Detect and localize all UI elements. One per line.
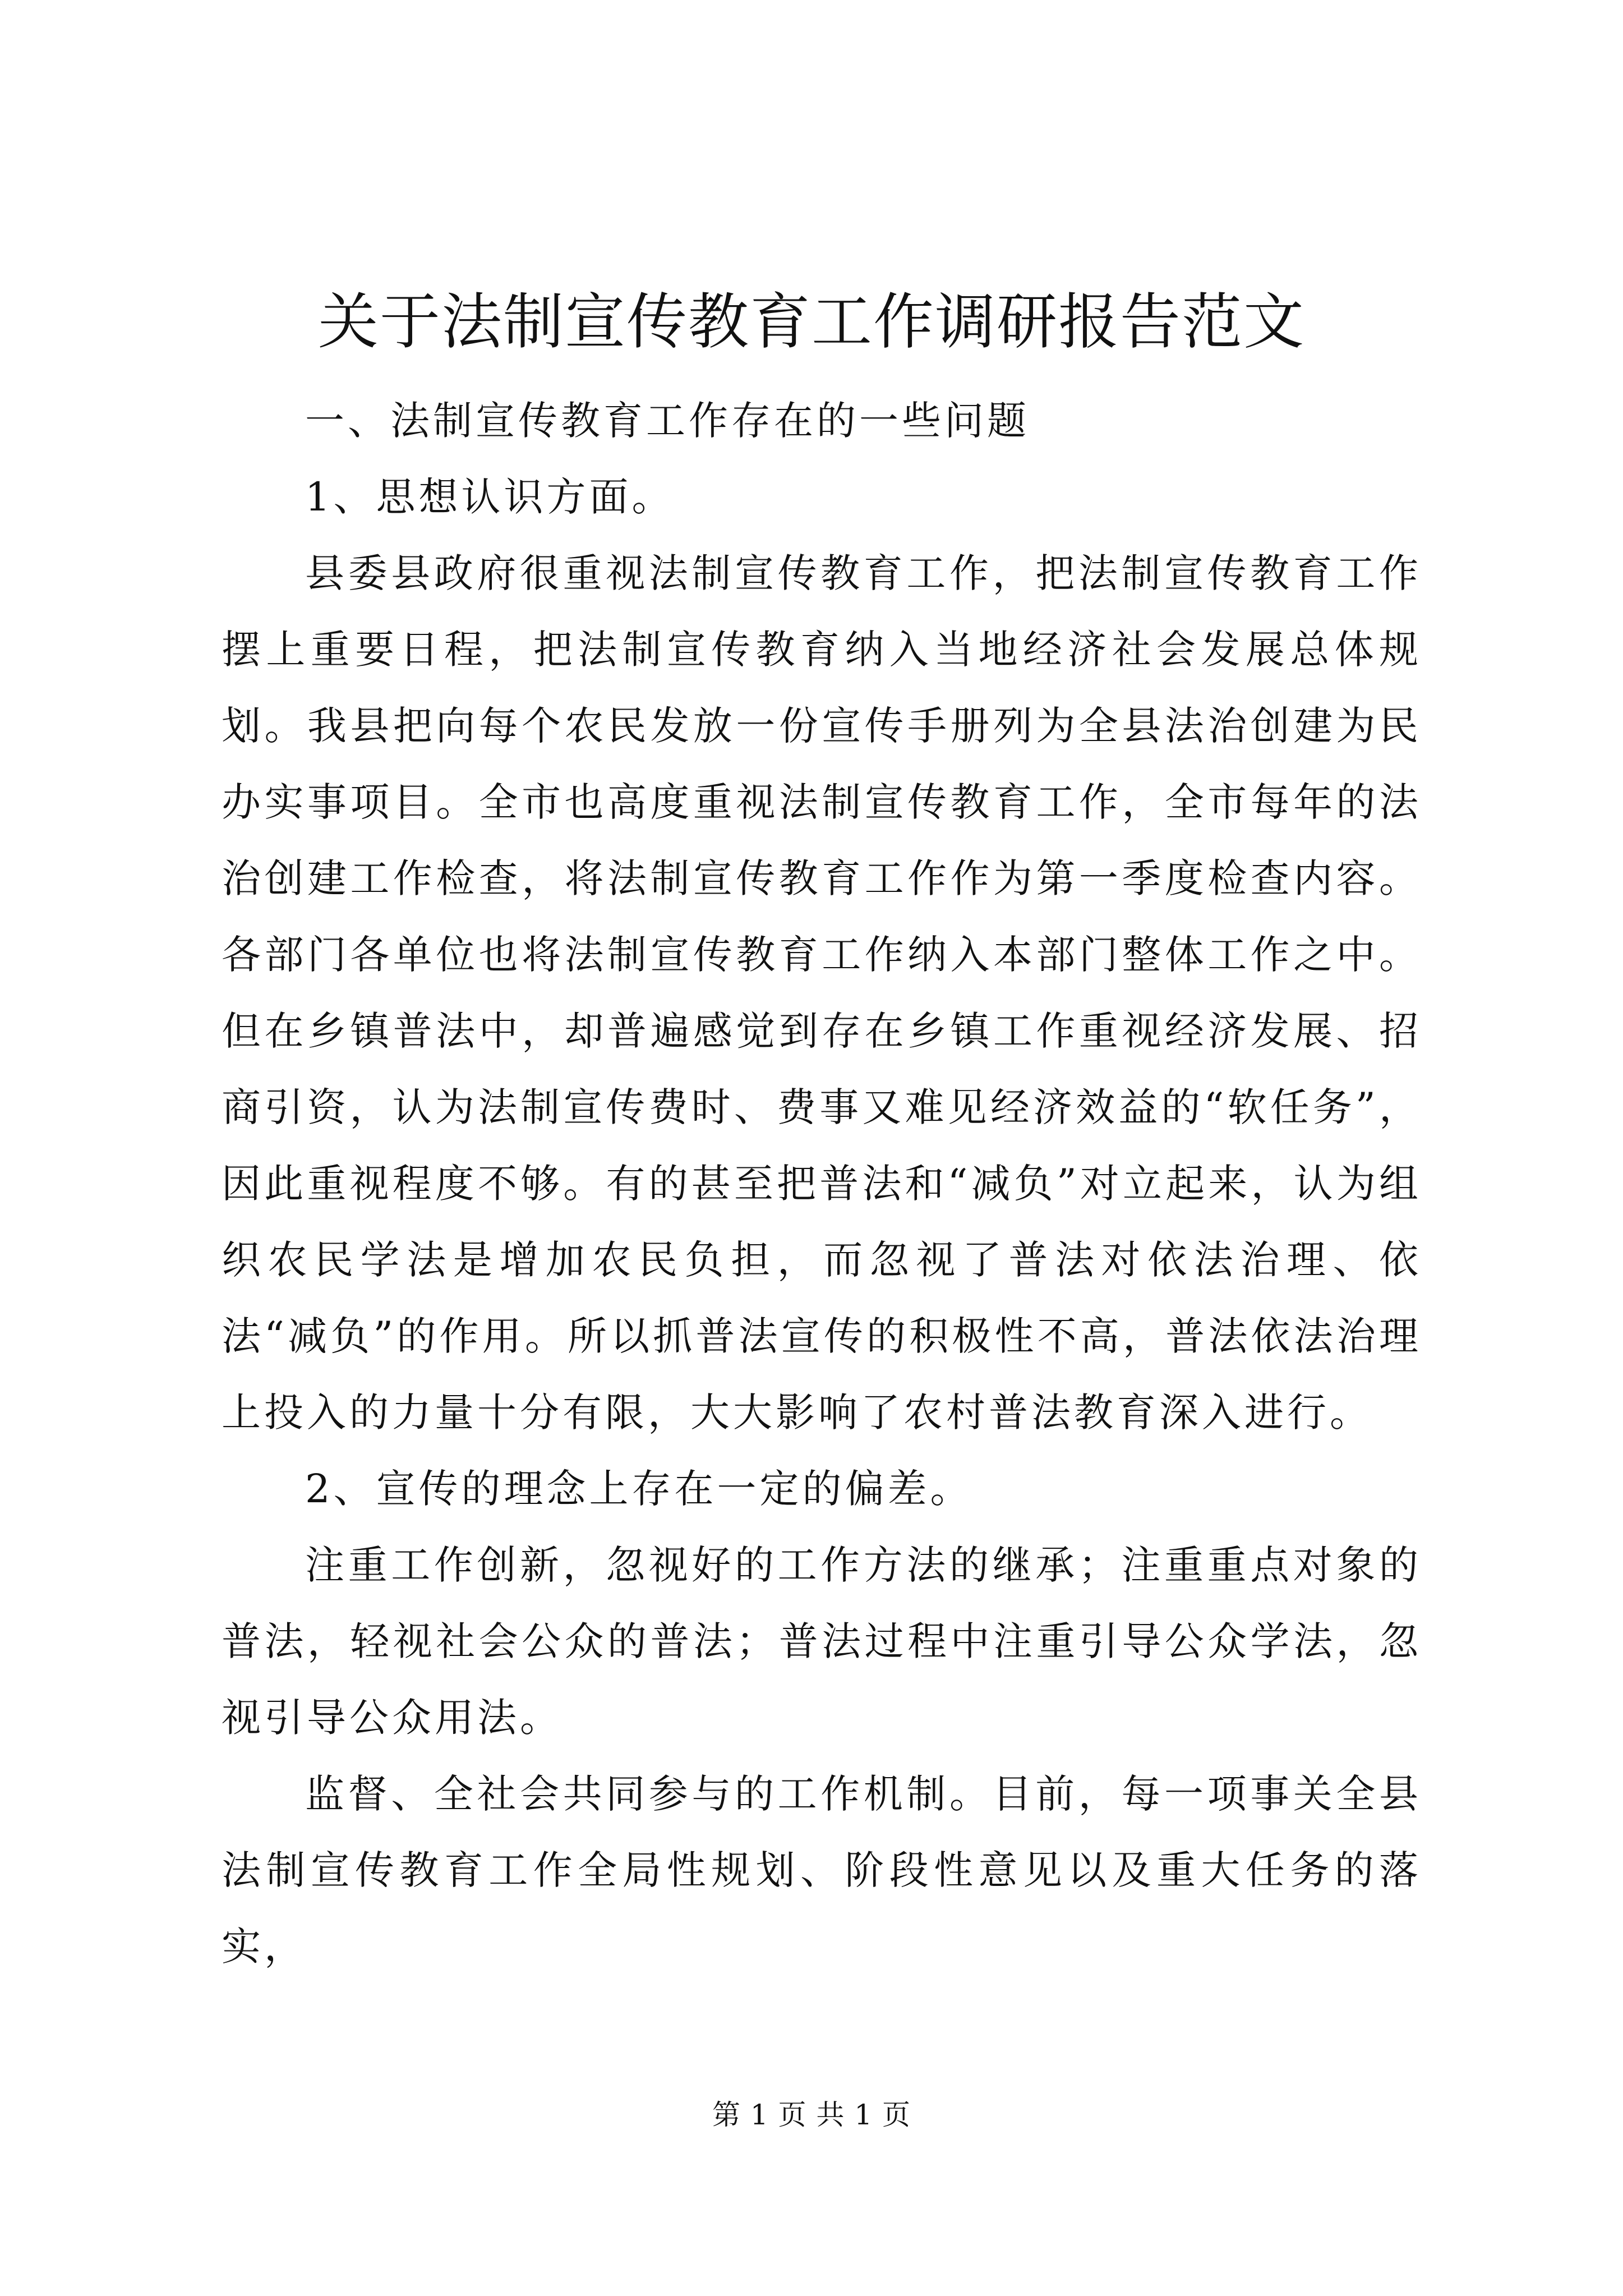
- section-heading: 一、法制宣传教育工作存在的一些问题: [305, 398, 1030, 444]
- body-paragraph: 县委县政府很重视法制宣传教育工作，把法制宣传教育工作摆上重要日程，把法制宣传教育纳入当地经济社会发展总体规划。我县把向每个农民发放一份宣传手册列为全县法治创建为民办实事项目。全市也高度重视法制宣传教育工作，全市每年的法治创建工作检查，将法制宣传教育工作作为第一季度检查内容。各部门各单位也将法制宣传教育工作纳入本部门整体工作之中。但在乡镇普法中，却普遍感觉到存在乡镇工作重视经济发展、招商引资，认为法制宣传费时、费事又难见经济效益的“软任务”，因此重视程度不够。有的甚至把普法和“减负”对立起来，认为组织农民学法是增加农民负担，而忽视了普法对依法治理、依法“减负”的作用。所以抓普法宣传的积极性不高，普法依法治理上投入的力量十分有限，大大影响了农村普法教育深入进行。: [222, 550, 1422, 1435]
- document-title: 关于法制宣传教育工作调研报告范文: [317, 287, 1305, 357]
- subsection-heading: 1、思想认识方面。: [305, 474, 675, 520]
- subsection-heading: 2、宣传的理念上存在一定的偏差。: [305, 1466, 973, 1512]
- page-footer: 第 1 页 共 1 页: [712, 2099, 911, 2131]
- document-body: [222, 383, 1422, 1985]
- body-paragraph: 注重工作创新，忽视好的工作方法的继承；注重重点对象的普法，轻视社会公众的普法；普法过程中注重引导公众学法，忽视引导公众用法。: [222, 1542, 1422, 1741]
- body-paragraph: 监督、全社会共同参与的工作机制。目前，每一项事关全县法制宣传教育工作全局性规划、阶段性意见以及重大任务的落实，: [222, 1771, 1422, 1970]
